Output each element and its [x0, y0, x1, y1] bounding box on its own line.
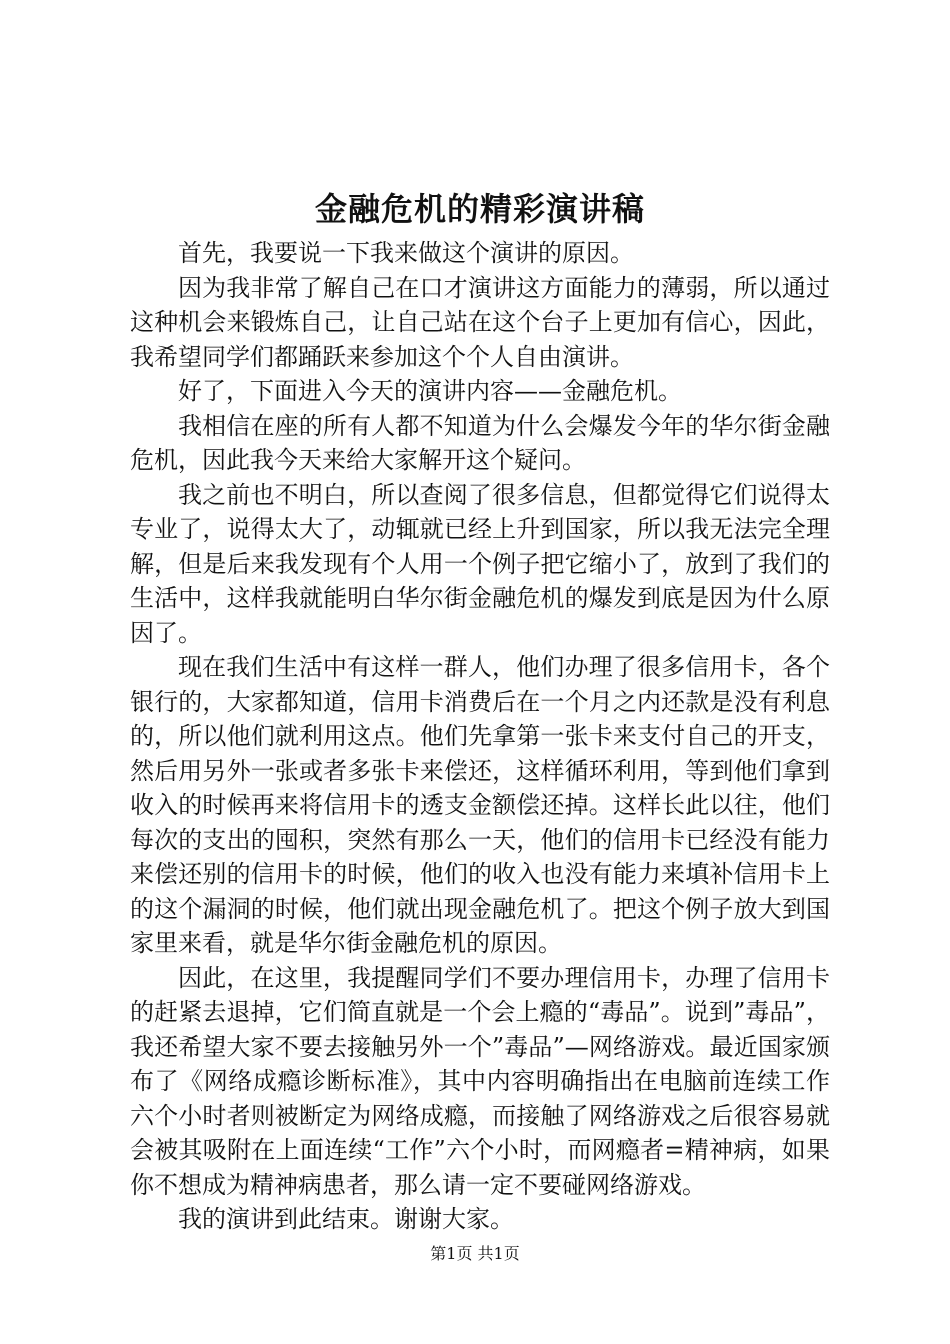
- paragraph: 好了，下面进入今天的演讲内容——金融危机。: [178, 377, 682, 405]
- paragraph: 因为我非常了解自己在口才演讲这方面能力的薄弱，所以通过这种机会来锻炼自己，让自己站在这个台子上更加有信心，因此，我希望同学们都踊跃来参加这个个人自由演讲。: [130, 273, 830, 371]
- paragraph: 因此，在这里，我提醒同学们不要办理信用卡，办理了信用卡的赶紧去退掉，它们简直就是一个会上瘾的“毒品”。说到”毒品”，我还希望大家不要去接触另外一个”毒品”—网络游戏。最近国家颁布了《网络成瘾诊断标准》，其中内容明确指出在电脑前连续工作六个小时者则被断定为网络成瘾，而接触了网络游戏之后很容易就会被其吸附在上面连续“工作”六个小时，而网瘾者=精神病，如果你不想成为精神病患者，那么请一定不要碰网络游戏。: [130, 963, 830, 1199]
- paragraph: 我的演讲到此结束。谢谢大家。: [178, 1205, 514, 1233]
- paragraph: 我相信在座的所有人都不知道为什么会爆发今年的华尔街金融危机，因此我今天来给大家解开这个疑问。: [130, 411, 830, 474]
- paragraph: 我之前也不明白，所以查阅了很多信息，但都觉得它们说得太专业了，说得太大了，动辄就已经上升到国家，所以我无法完全理解，但是后来我发现有个人用一个例子把它缩小了，放到了我们的生活中，这样我就能明白华尔街金融危机的爆发到底是因为什么原因了。: [130, 480, 830, 647]
- paragraph: 现在我们生活中有这样一群人，他们办理了很多信用卡，各个银行的，大家都知道，信用卡消费后在一个月之内还款是没有利息的，所以他们就利用这点。他们先拿第一张卡来支付自己的开支，然后用另外一张或者多张卡来偿还，这样循环利用，等到他们拿到收入的时候再来将信用卡的透支金额偿还掉。这样长此以往，他们每次的支出的囤积，突然有那么一天，他们的信用卡已经没有能力来偿还别的信用卡的时候，他们的收入也没有能力来填补信用卡上的这个漏洞的时候，他们就出现金融危机了。把这个例子放大到国家里来看，就是华尔街金融危机的原因。: [130, 653, 830, 957]
- paragraph: 首先，我要说一下我来做这个演讲的原因。: [178, 239, 634, 267]
- document-title: 金融危机的精彩演讲稿: [314, 190, 645, 228]
- page-footer: [0, 1244, 950, 1264]
- document-body: [130, 236, 830, 1237]
- document-page: [130, 186, 830, 1237]
- page-number: 第1页 共1页: [430, 1244, 520, 1263]
